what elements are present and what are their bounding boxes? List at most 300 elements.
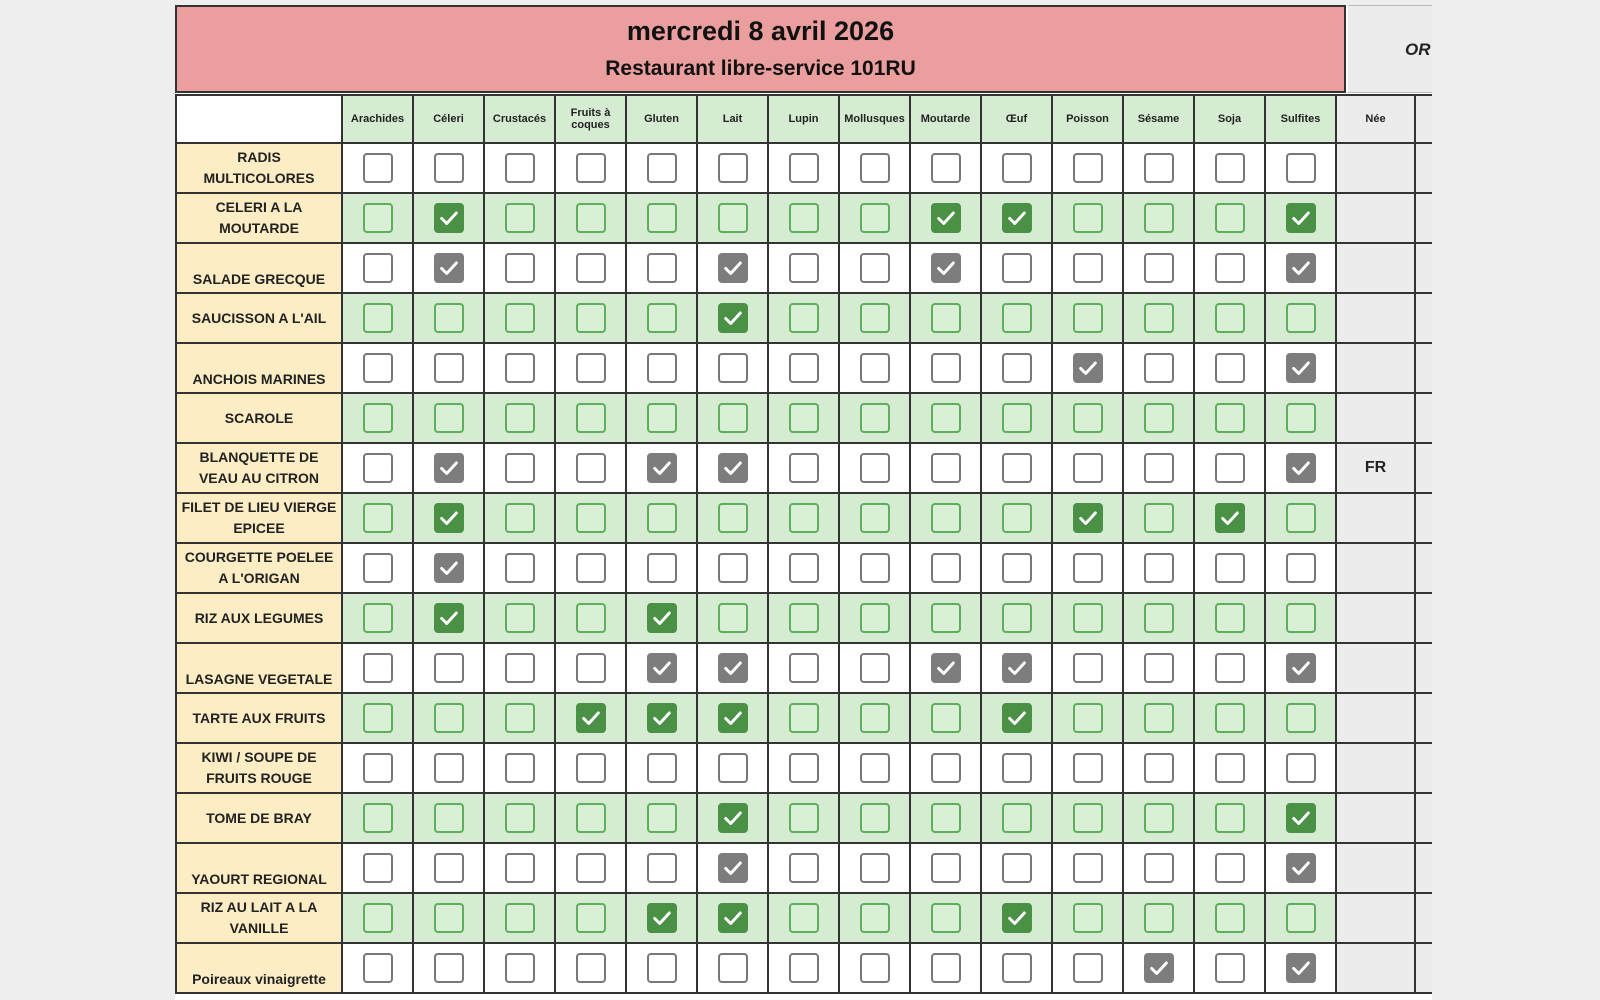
checkbox[interactable]	[1286, 153, 1316, 183]
checkbox[interactable]	[789, 503, 819, 533]
checkbox[interactable]	[647, 153, 677, 183]
checkmark-icon	[935, 257, 957, 279]
checkbox[interactable]	[718, 503, 748, 533]
checkbox[interactable]	[1144, 603, 1174, 633]
checkbox[interactable]	[860, 703, 890, 733]
checkbox[interactable]	[1073, 403, 1103, 433]
allergen-header: Gluten	[627, 96, 698, 144]
checkbox[interactable]	[576, 253, 606, 283]
checkbox[interactable]	[434, 153, 464, 183]
checkbox[interactable]	[931, 703, 961, 733]
checked-checkbox[interactable]	[1144, 953, 1174, 983]
checkbox[interactable]	[1073, 803, 1103, 833]
checkbox[interactable]	[860, 153, 890, 183]
checkbox[interactable]	[505, 503, 535, 533]
checked-checkbox[interactable]	[718, 453, 748, 483]
checkbox[interactable]	[505, 203, 535, 233]
checkbox[interactable]	[1002, 353, 1032, 383]
checkbox[interactable]	[647, 753, 677, 783]
checked-checkbox[interactable]	[647, 603, 677, 633]
allergen-cell	[1195, 694, 1266, 744]
checkbox[interactable]	[1215, 853, 1245, 883]
checkbox[interactable]	[860, 603, 890, 633]
checkbox[interactable]	[860, 553, 890, 583]
checkbox[interactable]	[576, 953, 606, 983]
checkbox[interactable]	[789, 403, 819, 433]
checkbox[interactable]	[1286, 703, 1316, 733]
checkbox[interactable]	[1144, 553, 1174, 583]
checkbox[interactable]	[1144, 503, 1174, 533]
checkbox[interactable]	[434, 653, 464, 683]
checkbox[interactable]	[1002, 603, 1032, 633]
checkbox[interactable]	[647, 353, 677, 383]
checked-checkbox[interactable]	[1002, 203, 1032, 233]
extra-column-cell	[1416, 194, 1432, 244]
allergen-cell	[627, 694, 698, 744]
checkbox[interactable]	[860, 953, 890, 983]
checkbox[interactable]	[789, 253, 819, 283]
checkbox[interactable]	[1144, 853, 1174, 883]
checkbox[interactable]	[363, 953, 393, 983]
checkbox[interactable]	[505, 803, 535, 833]
checkbox[interactable]	[789, 703, 819, 733]
checkbox[interactable]	[1144, 153, 1174, 183]
checkbox[interactable]	[1073, 653, 1103, 683]
checkbox[interactable]	[363, 203, 393, 233]
allergen-cell	[1124, 744, 1195, 794]
allergen-cell	[1266, 794, 1337, 844]
checked-checkbox[interactable]	[931, 203, 961, 233]
checkbox[interactable]	[718, 603, 748, 633]
checkbox[interactable]	[1286, 553, 1316, 583]
checkbox[interactable]	[1002, 953, 1032, 983]
checkbox[interactable]	[1215, 353, 1245, 383]
checkbox[interactable]	[1286, 503, 1316, 533]
checkbox[interactable]	[1215, 953, 1245, 983]
checked-checkbox[interactable]	[718, 903, 748, 933]
checkbox[interactable]	[860, 253, 890, 283]
checked-checkbox[interactable]	[434, 203, 464, 233]
checkbox[interactable]	[363, 453, 393, 483]
checkbox[interactable]	[1002, 303, 1032, 333]
allergen-cell	[556, 344, 627, 394]
checkbox[interactable]	[363, 853, 393, 883]
checkbox[interactable]	[647, 253, 677, 283]
dish-name: RADIS MULTICOLORES	[177, 144, 343, 194]
allergen-cell	[982, 694, 1053, 744]
checked-checkbox[interactable]	[647, 903, 677, 933]
allergen-cell	[1053, 294, 1124, 344]
checkbox[interactable]	[1286, 753, 1316, 783]
checkbox[interactable]	[789, 853, 819, 883]
allergen-header: Lupin	[769, 96, 840, 144]
checkbox[interactable]	[1073, 953, 1103, 983]
checked-checkbox[interactable]	[576, 703, 606, 733]
checkbox[interactable]	[1215, 653, 1245, 683]
checkbox[interactable]	[505, 403, 535, 433]
extra-column-cell	[1416, 694, 1432, 744]
checkbox[interactable]	[1144, 303, 1174, 333]
checkbox[interactable]	[505, 903, 535, 933]
allergen-cell	[698, 244, 769, 294]
allergen-cell	[485, 744, 556, 794]
checkbox[interactable]	[647, 853, 677, 883]
checkmark-icon	[1006, 207, 1028, 229]
checkbox[interactable]	[1073, 453, 1103, 483]
checkbox[interactable]	[931, 553, 961, 583]
checked-checkbox[interactable]	[1286, 953, 1316, 983]
checkbox[interactable]	[1215, 253, 1245, 283]
checkbox[interactable]	[363, 803, 393, 833]
allergen-cell	[485, 394, 556, 444]
checkmark-icon	[935, 657, 957, 679]
checkbox[interactable]	[1215, 153, 1245, 183]
allergen-cell	[698, 694, 769, 744]
checkbox[interactable]	[363, 303, 393, 333]
checkbox[interactable]	[505, 603, 535, 633]
checkbox[interactable]	[1215, 203, 1245, 233]
allergen-cell	[698, 294, 769, 344]
checkbox[interactable]	[576, 903, 606, 933]
checked-checkbox[interactable]	[1215, 503, 1245, 533]
checkbox[interactable]	[1286, 603, 1316, 633]
extra-column-cell	[1416, 244, 1432, 294]
checkbox[interactable]	[718, 553, 748, 583]
checked-checkbox[interactable]	[931, 653, 961, 683]
checkbox[interactable]	[576, 153, 606, 183]
checkbox[interactable]	[860, 653, 890, 683]
checked-checkbox[interactable]	[1286, 653, 1316, 683]
checkbox[interactable]	[1286, 403, 1316, 433]
checked-checkbox[interactable]	[1286, 253, 1316, 283]
checkbox[interactable]	[1073, 203, 1103, 233]
checkbox[interactable]	[1286, 903, 1316, 933]
menu-header	[175, 5, 1346, 93]
checkbox[interactable]	[505, 703, 535, 733]
checked-checkbox[interactable]	[1002, 903, 1032, 933]
checkbox[interactable]	[1002, 453, 1032, 483]
allergen-cell	[911, 144, 982, 194]
extra-column-cell	[1416, 394, 1432, 444]
dish-name: SALADE GRECQUE	[177, 244, 343, 294]
checkbox[interactable]	[718, 353, 748, 383]
origin-column-header: Née	[1337, 96, 1416, 144]
checked-checkbox[interactable]	[647, 653, 677, 683]
checkbox[interactable]	[1215, 603, 1245, 633]
checked-checkbox[interactable]	[434, 253, 464, 283]
checked-checkbox[interactable]	[1073, 503, 1103, 533]
allergen-cell	[627, 394, 698, 444]
origin-cell	[1337, 544, 1416, 594]
checkbox[interactable]	[576, 553, 606, 583]
checkbox[interactable]	[1215, 903, 1245, 933]
checkbox[interactable]	[1002, 553, 1032, 583]
allergen-cell	[769, 444, 840, 494]
checkbox[interactable]	[576, 303, 606, 333]
allergen-header: Arachides	[343, 96, 414, 144]
dish-name: BLANQUETTE DE VEAU AU CITRON	[177, 444, 343, 494]
checkbox[interactable]	[1073, 853, 1103, 883]
checkbox[interactable]	[860, 353, 890, 383]
checked-checkbox[interactable]	[1002, 703, 1032, 733]
checkbox[interactable]	[931, 503, 961, 533]
checkbox[interactable]	[647, 303, 677, 333]
checkbox[interactable]	[1215, 303, 1245, 333]
checkbox[interactable]	[931, 453, 961, 483]
checkbox[interactable]	[363, 603, 393, 633]
checkbox[interactable]	[860, 403, 890, 433]
checkbox[interactable]	[931, 603, 961, 633]
checkbox[interactable]	[434, 353, 464, 383]
checkbox[interactable]	[1144, 753, 1174, 783]
checkbox[interactable]	[505, 253, 535, 283]
checkbox[interactable]	[363, 653, 393, 683]
checkbox[interactable]	[1144, 203, 1174, 233]
checkbox[interactable]	[434, 803, 464, 833]
checkbox[interactable]	[931, 853, 961, 883]
checkbox[interactable]	[647, 503, 677, 533]
checked-checkbox[interactable]	[434, 453, 464, 483]
checkbox[interactable]	[860, 453, 890, 483]
allergen-cell	[556, 394, 627, 444]
checkbox[interactable]	[434, 953, 464, 983]
checkbox[interactable]	[363, 753, 393, 783]
checkbox[interactable]	[1144, 653, 1174, 683]
checkbox[interactable]	[1002, 853, 1032, 883]
checkbox[interactable]	[363, 403, 393, 433]
checkbox[interactable]	[789, 153, 819, 183]
checkbox[interactable]	[1144, 903, 1174, 933]
allergen-cell	[840, 794, 911, 844]
checkbox[interactable]	[647, 553, 677, 583]
allergen-cell	[343, 394, 414, 444]
checkbox[interactable]	[576, 603, 606, 633]
checkbox[interactable]	[363, 253, 393, 283]
checkbox[interactable]	[1073, 753, 1103, 783]
checkbox[interactable]	[647, 403, 677, 433]
checkbox[interactable]	[363, 503, 393, 533]
checkbox[interactable]	[434, 853, 464, 883]
checkbox[interactable]	[789, 453, 819, 483]
checkbox[interactable]	[789, 353, 819, 383]
checkbox[interactable]	[789, 603, 819, 633]
checkbox[interactable]	[931, 403, 961, 433]
checkbox[interactable]	[1286, 303, 1316, 333]
checked-checkbox[interactable]	[434, 503, 464, 533]
checkbox[interactable]	[434, 303, 464, 333]
checkbox[interactable]	[647, 953, 677, 983]
checkbox[interactable]	[505, 153, 535, 183]
checkbox[interactable]	[1002, 253, 1032, 283]
checkbox[interactable]	[576, 753, 606, 783]
checkbox[interactable]	[363, 353, 393, 383]
checked-checkbox[interactable]	[1073, 353, 1103, 383]
allergen-cell	[485, 944, 556, 994]
checkbox[interactable]	[647, 203, 677, 233]
dish-name: CELERI A LA MOUTARDE	[177, 194, 343, 244]
checkbox[interactable]	[789, 753, 819, 783]
checkbox[interactable]	[1073, 903, 1103, 933]
allergen-cell	[1266, 544, 1337, 594]
checkbox[interactable]	[1073, 153, 1103, 183]
checkbox[interactable]	[789, 903, 819, 933]
checkbox[interactable]	[860, 753, 890, 783]
checkbox[interactable]	[789, 553, 819, 583]
checkbox[interactable]	[931, 953, 961, 983]
checkbox[interactable]	[505, 753, 535, 783]
allergen-cell	[840, 494, 911, 544]
checkbox[interactable]	[931, 803, 961, 833]
checkbox[interactable]	[434, 753, 464, 783]
checkbox[interactable]	[505, 453, 535, 483]
checkbox[interactable]	[1144, 403, 1174, 433]
checkbox[interactable]	[1215, 703, 1245, 733]
checkbox[interactable]	[860, 853, 890, 883]
checkbox[interactable]	[718, 753, 748, 783]
checkbox[interactable]	[1144, 453, 1174, 483]
allergen-cell	[1053, 644, 1124, 694]
allergen-cell	[1266, 844, 1337, 894]
allergen-cell	[840, 144, 911, 194]
checkbox[interactable]	[860, 903, 890, 933]
checkbox[interactable]	[576, 203, 606, 233]
checkbox[interactable]	[789, 653, 819, 683]
checkbox[interactable]	[789, 303, 819, 333]
allergen-cell	[1266, 894, 1337, 944]
checkbox[interactable]	[1215, 403, 1245, 433]
checkbox[interactable]	[718, 953, 748, 983]
checkbox[interactable]	[1215, 803, 1245, 833]
checkbox[interactable]	[505, 553, 535, 583]
checkbox[interactable]	[434, 703, 464, 733]
checked-checkbox[interactable]	[718, 803, 748, 833]
checkbox[interactable]	[860, 503, 890, 533]
checkbox[interactable]	[718, 153, 748, 183]
checkbox[interactable]	[1144, 253, 1174, 283]
allergen-cell	[982, 444, 1053, 494]
checked-checkbox[interactable]	[1286, 353, 1316, 383]
allergen-cell	[1195, 344, 1266, 394]
restaurant-name: Restaurant libre-service 101RU	[605, 57, 916, 80]
dish-name: RIZ AU LAIT A LA VANILLE	[177, 894, 343, 944]
checkbox[interactable]	[363, 903, 393, 933]
checkbox[interactable]	[1002, 753, 1032, 783]
menu-date-title: mercredi 8 avril 2026	[626, 16, 895, 46]
checkbox[interactable]	[1144, 803, 1174, 833]
checkbox[interactable]	[1073, 303, 1103, 333]
checkbox[interactable]	[363, 153, 393, 183]
checkbox[interactable]	[1215, 453, 1245, 483]
checkbox[interactable]	[1073, 553, 1103, 583]
checkbox[interactable]	[931, 153, 961, 183]
checked-checkbox[interactable]	[718, 653, 748, 683]
checkbox[interactable]	[1215, 553, 1245, 583]
checked-checkbox[interactable]	[931, 253, 961, 283]
checkbox[interactable]	[363, 553, 393, 583]
checkbox[interactable]	[363, 703, 393, 733]
checkbox[interactable]	[505, 353, 535, 383]
checkbox[interactable]	[434, 403, 464, 433]
checked-checkbox[interactable]	[647, 453, 677, 483]
checkbox[interactable]	[931, 303, 961, 333]
allergen-cell	[840, 644, 911, 694]
checkmark-icon	[1290, 257, 1312, 279]
origin-cell	[1337, 394, 1416, 444]
checkbox[interactable]	[1073, 603, 1103, 633]
checked-checkbox[interactable]	[434, 553, 464, 583]
checkbox[interactable]	[576, 403, 606, 433]
checkbox[interactable]	[576, 453, 606, 483]
checkbox[interactable]	[789, 203, 819, 233]
checkbox[interactable]	[505, 303, 535, 333]
allergen-cell	[982, 394, 1053, 444]
checkbox[interactable]	[576, 503, 606, 533]
checkbox[interactable]	[1215, 753, 1245, 783]
checkbox[interactable]	[860, 303, 890, 333]
checkbox[interactable]	[718, 203, 748, 233]
extra-column-cell	[1416, 444, 1432, 494]
checked-checkbox[interactable]	[718, 853, 748, 883]
checked-checkbox[interactable]	[718, 303, 748, 333]
checkbox[interactable]	[505, 653, 535, 683]
checkbox[interactable]	[576, 353, 606, 383]
checkbox[interactable]	[718, 403, 748, 433]
checkbox[interactable]	[576, 853, 606, 883]
checkbox[interactable]	[1002, 403, 1032, 433]
checked-checkbox[interactable]	[1286, 803, 1316, 833]
checkbox[interactable]	[1073, 253, 1103, 283]
checkbox[interactable]	[931, 753, 961, 783]
allergen-cell	[1124, 894, 1195, 944]
checkbox[interactable]	[576, 803, 606, 833]
checkbox[interactable]	[789, 953, 819, 983]
allergen-cell	[1053, 194, 1124, 244]
checkbox[interactable]	[931, 903, 961, 933]
checkbox[interactable]	[1073, 703, 1103, 733]
checkbox[interactable]	[1002, 803, 1032, 833]
allergen-cell	[556, 194, 627, 244]
checkbox[interactable]	[1144, 353, 1174, 383]
checkbox[interactable]	[860, 803, 890, 833]
checkbox[interactable]	[931, 353, 961, 383]
checked-checkbox[interactable]	[1002, 653, 1032, 683]
checked-checkbox[interactable]	[1286, 853, 1316, 883]
allergen-cell	[556, 594, 627, 644]
checked-checkbox[interactable]	[718, 253, 748, 283]
checked-checkbox[interactable]	[434, 603, 464, 633]
allergen-cell	[911, 944, 982, 994]
checkbox[interactable]	[860, 203, 890, 233]
checkbox[interactable]	[1144, 703, 1174, 733]
checked-checkbox[interactable]	[718, 703, 748, 733]
checked-checkbox[interactable]	[1286, 203, 1316, 233]
checked-checkbox[interactable]	[1286, 453, 1316, 483]
allergen-cell	[556, 644, 627, 694]
allergen-cell	[343, 244, 414, 294]
checked-checkbox[interactable]	[647, 703, 677, 733]
checkbox[interactable]	[505, 853, 535, 883]
allergen-cell	[414, 944, 485, 994]
checkbox[interactable]	[505, 953, 535, 983]
dish-name: TOME DE BRAY	[177, 794, 343, 844]
checkbox[interactable]	[1002, 503, 1032, 533]
checkbox[interactable]	[789, 803, 819, 833]
checkbox[interactable]	[576, 653, 606, 683]
checkbox[interactable]	[434, 903, 464, 933]
checkbox[interactable]	[647, 803, 677, 833]
checkbox[interactable]	[1002, 153, 1032, 183]
origin-cell	[1337, 844, 1416, 894]
